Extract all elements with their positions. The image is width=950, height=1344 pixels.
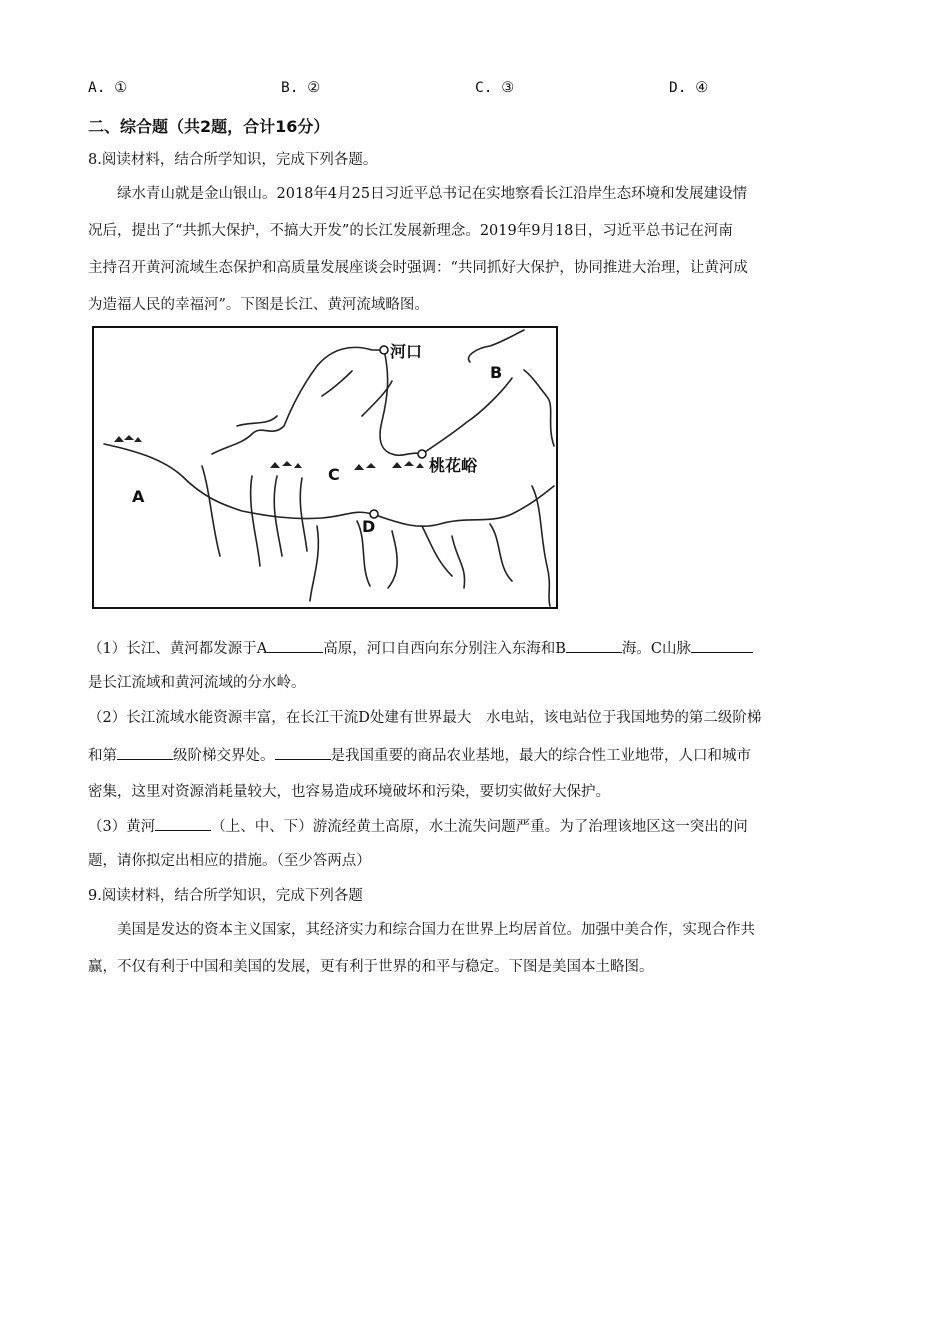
- q8-part2-line3: 密集，这里对资源消耗量较大，也容易造成环境破坏和污染，要切实做好大保护。: [88, 784, 610, 800]
- q9-stem: 9.阅读材料，结合所学知识，完成下列各题: [88, 888, 363, 904]
- q8-part2-line1: （2）长江流域水能资源丰富，在长江干流D处建有世界最大 水电站，该电站位于我国地势的第二级阶梯: [88, 710, 762, 726]
- q8-part1-line2: 是长江流域和黄河流域的分水岭。: [88, 675, 306, 691]
- q8-part3-line1: （3）黄河 （上、中、下）游流经黄土高原，水土流失问题严重。为了治理该地区这一突出的问: [88, 816, 748, 837]
- answer-blank[interactable]: [566, 638, 622, 653]
- answer-blank[interactable]: [155, 816, 211, 831]
- option-b: B. ②: [281, 80, 321, 96]
- q8-material-line: 绿水青山就是金山银山。2018年4月25日习近平总书记在实地察看长江沿岸生态环境和发展建设情: [117, 186, 748, 202]
- label-taohuayu: 桃花峪: [429, 456, 478, 475]
- answer-blank[interactable]: [691, 638, 753, 653]
- option-d: D. ④: [669, 80, 709, 96]
- q8-part3-line2: 题，请你拟定出相应的措施。（至少答两点）: [88, 853, 371, 869]
- q8-material-line: 主持召开黄河流域生态保护和高质量发展座谈会时强调：“共同抓好大保护，协同推进大治理，让黄河成: [88, 260, 748, 276]
- section-title: 二、综合题（共2题，合计16分）: [88, 117, 330, 136]
- hekou-point: [380, 346, 388, 354]
- q8-material-line: 况后，提出了“共抓大保护，不搞大开发”的长江发展新理念。2019年9月18日，习近平总书记在河南: [88, 223, 733, 239]
- taohuayu-point: [418, 450, 426, 458]
- q9-material-line: 赢，不仅有利于中国和美国的发展，更有利于世界的和平与稳定。下图是美国本土略图。: [88, 959, 654, 975]
- q8-part2-line2: 和第 级阶梯交界处。 是我国重要的商品农业基地，最大的综合性工业地带，人口和城市: [88, 745, 751, 766]
- label-c: C: [328, 465, 340, 484]
- q8-material-line: 为造福人民的幸福河”。下图是长江、黄河流域略图。: [88, 297, 429, 313]
- q8-stem: 8.阅读材料，结合所学知识，完成下列各题。: [88, 152, 378, 168]
- label-hekou: 河口: [390, 342, 423, 361]
- option-c: C. ③: [475, 80, 515, 96]
- answer-blank[interactable]: [275, 745, 331, 760]
- label-b: B: [490, 363, 503, 382]
- q8-part1-line1: （1）长江、黄河都发源于A 高原，河口自西向东分别注入东海和B 海。C山脉: [88, 638, 753, 659]
- answer-blank[interactable]: [267, 638, 323, 653]
- label-d: D: [362, 517, 376, 536]
- yangtze-yellow-river-map: [92, 326, 558, 609]
- label-a: A: [132, 487, 145, 506]
- answer-blank[interactable]: [117, 745, 173, 760]
- option-a: A. ①: [88, 80, 128, 96]
- q9-material-line: 美国是发达的资本主义国家，其经济实力和综合国力在世界上均居首位。加强中美合作，实现合作共: [117, 922, 755, 938]
